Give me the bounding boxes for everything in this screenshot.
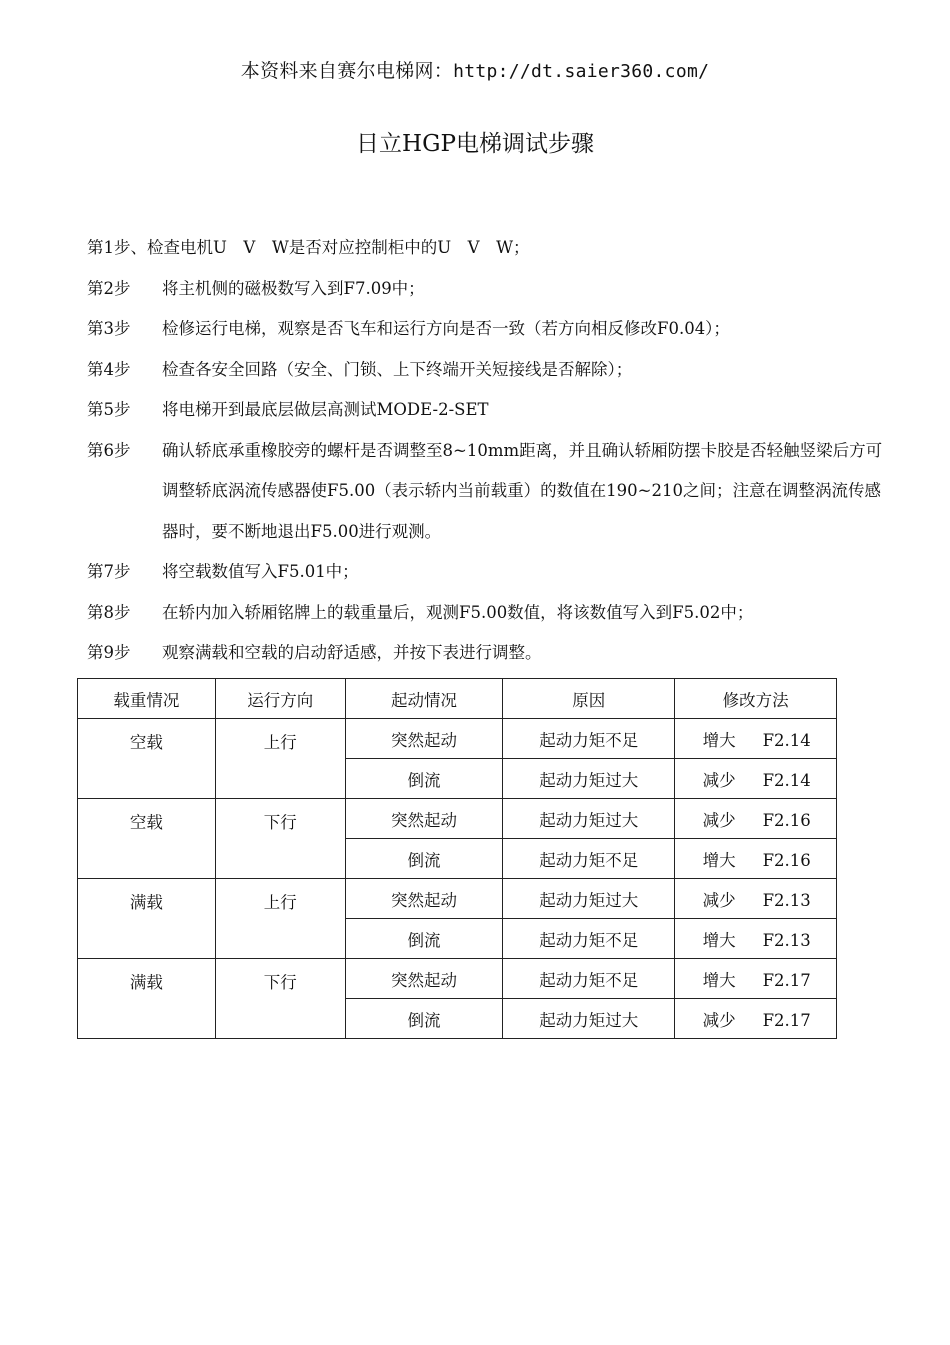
step-line <box>87 228 530 269</box>
steps-list <box>87 228 887 674</box>
step-8 <box>87 593 887 634</box>
step-label: 第2步 <box>87 278 131 298</box>
fix-param: F2.16 <box>762 850 811 870</box>
cause-cell: 起动力矩过大 <box>503 999 675 1039</box>
fix-cell <box>675 879 837 919</box>
start-cell: 突然起动 <box>345 719 503 759</box>
step-text: 将电梯开到最底层做层高测试MODE-2-SET <box>162 400 489 419</box>
step-label: 第8步 <box>87 602 131 622</box>
fix-action: 减少 <box>702 1010 736 1030</box>
step-text: 观察满载和空载的启动舒适感，并按下表进行调整。 <box>162 643 542 662</box>
step-text: 将主机侧的磁极数写入到F7.09中； <box>162 278 425 298</box>
step-label: 第3步 <box>87 319 131 338</box>
source-text: 本资料来自赛尔电梯网： <box>240 60 454 82</box>
direction-cell: 上行 <box>215 719 345 799</box>
fix-action: 增大 <box>702 930 736 950</box>
table-header-row <box>78 679 837 719</box>
load-cell: 满载 <box>78 879 216 959</box>
fix-param: F2.13 <box>762 890 811 910</box>
fix-cell <box>675 999 837 1039</box>
step-text: 检查各安全回路（安全、门锁、上下终端开关短接线是否解除）； <box>162 359 633 379</box>
fix-param: F2.13 <box>762 930 811 950</box>
cause-cell: 起动力矩不足 <box>503 719 675 759</box>
start-cell: 突然起动 <box>345 879 503 919</box>
start-cell: 突然起动 <box>345 799 503 839</box>
fix-cell <box>675 799 837 839</box>
table-row <box>78 879 837 919</box>
adjustment-table <box>77 678 837 1039</box>
header-start: 起动情况 <box>345 679 503 719</box>
fix-cell <box>675 919 837 959</box>
cause-cell: 起动力矩过大 <box>503 799 675 839</box>
page-title: 日立HGP电梯调试步骤 <box>356 131 594 157</box>
cause-cell: 起动力矩不足 <box>503 839 675 879</box>
fix-action: 减少 <box>702 770 736 790</box>
fix-action: 增大 <box>702 850 736 870</box>
fix-action: 减少 <box>702 890 736 910</box>
step-text: 确认轿底承重橡胶旁的螺杆是否调整至8~10mm距离，并且确认轿厢防摆卡胶是否轻触竖梁后方可调整轿底涡流传感器使F5.00（表示轿内当前载重）的数值在190~210之间；注意在调整涡流传感器时，要不断地退出F5.00进行观测。 <box>162 440 883 541</box>
start-cell: 倒流 <box>345 759 503 799</box>
fix-param: F2.14 <box>762 770 811 790</box>
step-text: 检查电机U V W是否对应控制柜中的U V W； <box>147 238 530 257</box>
source-url[interactable]: http://dt.saier360.com/ <box>453 61 710 82</box>
step-6 <box>87 431 887 553</box>
table-row <box>78 799 837 839</box>
fix-param: F2.17 <box>762 970 811 990</box>
start-cell: 倒流 <box>345 839 503 879</box>
table-row <box>78 719 837 759</box>
step-text: 将空载数值写入F5.01中； <box>162 562 359 581</box>
source-header <box>0 56 950 83</box>
fix-param: F2.14 <box>762 730 811 750</box>
step-label: 第6步 <box>87 440 131 460</box>
step-label: 第4步 <box>87 359 131 379</box>
load-cell: 空载 <box>78 799 216 879</box>
fix-action: 增大 <box>702 730 736 750</box>
step-text: 检修运行电梯，观察是否飞车和运行方向是否一致（若方向相反修改F0.04）； <box>162 319 730 338</box>
cause-cell: 起动力矩过大 <box>503 759 675 799</box>
header-load: 载重情况 <box>78 679 216 719</box>
header-direction: 运行方向 <box>215 679 345 719</box>
direction-cell: 下行 <box>215 959 345 1039</box>
direction-cell: 下行 <box>215 799 345 879</box>
table-row <box>78 959 837 999</box>
step-1 <box>87 228 887 269</box>
step-3 <box>87 309 887 350</box>
step-5 <box>87 390 887 431</box>
start-cell: 突然起动 <box>345 959 503 999</box>
fix-cell <box>675 719 837 759</box>
cause-cell: 起动力矩不足 <box>503 919 675 959</box>
step-7 <box>87 552 887 593</box>
direction-cell: 上行 <box>215 879 345 959</box>
fix-param: F2.16 <box>762 810 811 830</box>
start-cell: 倒流 <box>345 919 503 959</box>
cause-cell: 起动力矩过大 <box>503 879 675 919</box>
fix-action: 减少 <box>702 810 736 830</box>
fix-cell <box>675 759 837 799</box>
step-label: 第5步 <box>87 400 131 419</box>
load-cell: 满载 <box>78 959 216 1039</box>
fix-cell <box>675 839 837 879</box>
fix-cell <box>675 959 837 999</box>
cause-cell: 起动力矩不足 <box>503 959 675 999</box>
step-label: 第1步、 <box>87 238 147 257</box>
header-cause: 原因 <box>503 679 675 719</box>
header-fix: 修改方法 <box>675 679 837 719</box>
start-cell: 倒流 <box>345 999 503 1039</box>
step-text: 在轿内加入轿厢铭牌上的载重量后，观测F5.00数值，将该数值写入到F5.02中； <box>162 602 754 622</box>
step-label: 第7步 <box>87 562 131 581</box>
load-cell: 空载 <box>78 719 216 799</box>
step-9 <box>87 633 887 674</box>
step-4 <box>87 350 887 391</box>
fix-param: F2.17 <box>762 1010 811 1030</box>
fix-action: 增大 <box>702 970 736 990</box>
step-2 <box>87 269 887 310</box>
step-label: 第9步 <box>87 643 131 662</box>
